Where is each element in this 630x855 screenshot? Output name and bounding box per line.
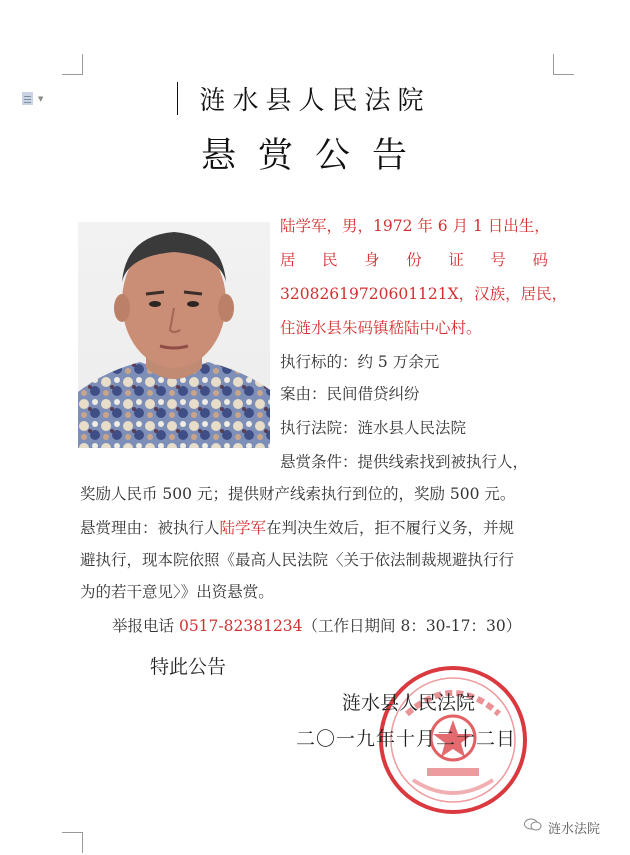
crop-mark-top-right bbox=[553, 54, 574, 75]
crop-mark-bottom-left bbox=[62, 832, 83, 853]
reward-condition: 悬赏条件：提供线索找到被执行人， bbox=[280, 453, 529, 471]
reward-reason: 悬赏理由：被执行人陆学军在判决生效后，拒不履行义务，并规 bbox=[80, 519, 515, 537]
suspect-photo bbox=[78, 222, 270, 448]
person-address: 住涟水县朱码镇嵇陆中心村。 bbox=[280, 319, 482, 337]
signature-court: 涟水县人民法院 bbox=[342, 692, 476, 714]
case-cause: 案由：民间借贷纠纷 bbox=[280, 385, 420, 403]
reward-reason-line-2: 避执行，现本院依照《最高人民法院〈关于依法制裁规避执行行 bbox=[80, 551, 515, 569]
reward-condition-continued: 奖励人民币 500 元；提供财产线索执行到位的，奖励 500 元。 bbox=[80, 485, 516, 503]
id-number-label: 居 民 身 份 证 号 码 bbox=[280, 251, 548, 269]
person-info-line-1: 陆学军，男，1972 年 6 月 1 日出生， bbox=[280, 217, 550, 235]
report-phone: 举报电话 0517-82381234（工作日期间 8：30-17：30） bbox=[112, 617, 522, 635]
executing-court: 执行法院：涟水县人民法院 bbox=[280, 419, 467, 437]
phone-number: 0517-82381234 bbox=[178, 617, 303, 635]
execution-amount: 执行标的：约 5 万余元 bbox=[280, 353, 440, 371]
watermark-label: 涟水法院 bbox=[548, 822, 601, 837]
debtor-name: 陆学军 bbox=[219, 519, 267, 537]
signature-date: 二〇一九年十月二十二日 bbox=[296, 728, 517, 750]
notice-title: 悬赏公告 bbox=[200, 136, 429, 176]
closing-statement: 特此公告 bbox=[150, 656, 227, 678]
court-name-heading: 涟水县人民法院 bbox=[199, 86, 431, 116]
dropdown-caret-icon[interactable]: ▼ bbox=[38, 95, 44, 103]
reward-reason-line-3: 为的若干意见〉》出资悬赏。 bbox=[80, 583, 274, 601]
crop-mark-top-left bbox=[62, 54, 83, 75]
wechat-icon bbox=[524, 818, 542, 831]
person-info-line-3: 32082619720601121X，汉族，居民， bbox=[280, 285, 568, 303]
